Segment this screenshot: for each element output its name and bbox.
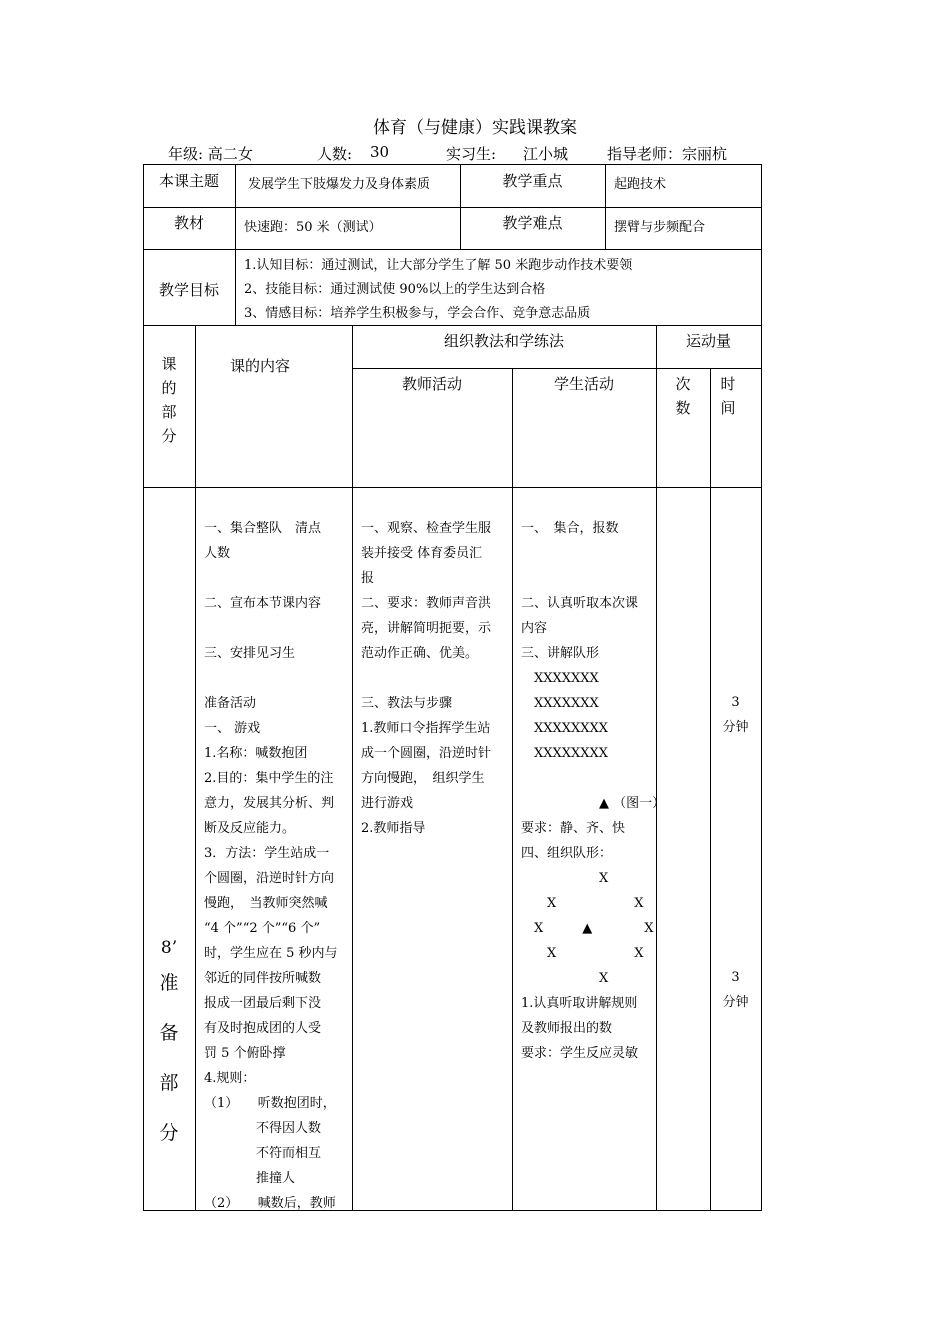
text-line: 范动作正确、优美。 xyxy=(361,646,479,661)
goal-item: 3、情感目标：培养学生积极参与，学会合作、竞争意志品质 xyxy=(244,306,591,321)
text-line: X xyxy=(521,971,609,986)
text-line: 要求：静、齐、快 xyxy=(521,821,626,836)
difficulty-label: 教学难点 xyxy=(502,214,563,232)
time-header: 时 间 xyxy=(720,375,736,417)
text-line xyxy=(521,541,665,566)
text-line xyxy=(204,616,338,641)
count-value: 30 xyxy=(370,143,390,161)
text-line xyxy=(204,666,338,691)
text-line: XXXXXXX xyxy=(521,696,599,711)
focus-label: 教学重点 xyxy=(502,172,563,190)
text-line: 2.教师指导 xyxy=(361,821,426,836)
text-line: X X xyxy=(521,946,644,961)
text-line xyxy=(361,666,491,691)
text-line: 报成一团最后剩下没 xyxy=(204,996,322,1011)
text-line: 1.教师口令指挥学生站 xyxy=(361,721,491,736)
part-header: 课 的 部 分 xyxy=(161,355,177,445)
text-line: 一、 集合，报数 xyxy=(521,521,619,536)
text-line: ▲ （图一） xyxy=(521,796,666,811)
intern-value: 江小城 xyxy=(523,145,569,163)
student-column xyxy=(521,516,665,1066)
text-line: 时，学生应在 5 秒内与 xyxy=(204,946,338,961)
time-entry-1: 3 分钟 xyxy=(722,695,749,735)
section-minutes: 8’ xyxy=(160,938,178,958)
text-line: “4 个”“2 个”“6 个” xyxy=(204,921,321,936)
text-line xyxy=(521,566,665,591)
count-label: 人数: xyxy=(317,145,353,163)
text-line xyxy=(204,566,338,591)
text-line: 邻近的同伴按所喊数 xyxy=(204,971,322,986)
load-header: 运动量 xyxy=(685,332,731,350)
text-line: 亮，讲解简明扼要，示 xyxy=(361,621,492,636)
goals-list xyxy=(244,254,632,326)
text-line: 成一个圆圈，沿逆时针 xyxy=(361,746,492,761)
times-header: 次 数 xyxy=(675,375,691,417)
text-line: 准备活动 xyxy=(204,696,257,711)
text-line: XXXXXXX xyxy=(521,671,599,686)
text-line: 一、 游戏 xyxy=(204,721,261,736)
text-line: 内容 xyxy=(521,621,548,636)
text-line: 个圆圈，沿逆时针方向 xyxy=(204,871,335,886)
advisor-label: 指导老师：宗丽杭 xyxy=(607,145,728,163)
text-line: 有及时抱成团的人受 xyxy=(204,1021,322,1036)
difficulty-value: 摆臂与步频配合 xyxy=(614,220,706,235)
text-line: 不符而相互 xyxy=(204,1146,322,1161)
goals-label: 教学目标 xyxy=(158,281,219,299)
text-line: 三、教法与步骤 xyxy=(361,696,453,711)
focus-value: 起跑技术 xyxy=(614,177,667,192)
material-label: 教材 xyxy=(173,214,204,232)
text-line: 1.名称：喊数抱团 xyxy=(204,746,308,761)
text-line: 二、宣布本节课内容 xyxy=(204,596,322,611)
text-line: XXXXXXXX xyxy=(521,746,609,761)
text-line xyxy=(521,766,665,791)
text-line: X X xyxy=(521,896,644,911)
text-line: 2.目的：集中学生的注 xyxy=(204,771,334,786)
time-entry-2: 3 分钟 xyxy=(722,970,749,1010)
text-line: XXXXXXXX xyxy=(521,721,609,736)
content-header: 课的内容 xyxy=(230,357,291,375)
student-header: 学生活动 xyxy=(553,375,614,393)
method-header: 组织教法和学练法 xyxy=(443,332,564,350)
text-line: （2） 喊数后，教师 xyxy=(204,1196,336,1211)
text-line: 要求：学生反应灵敏 xyxy=(521,1046,639,1061)
text-line: 装并接受 体育委员汇 xyxy=(361,546,483,561)
goal-item: 1.认知目标：通过测试，让大部分学生了解 50 米跑步动作技术要领 xyxy=(244,258,633,273)
text-line: 二、认真听取本次课 xyxy=(521,596,639,611)
text-line: 方向慢跑， 组织学生 xyxy=(361,771,485,786)
page-title: 体育（与健康）实践课教案 xyxy=(373,118,577,138)
teacher-header: 教师活动 xyxy=(401,375,462,393)
text-line: 4.规则： xyxy=(204,1071,256,1086)
grade-label: 年级: 高二女 xyxy=(168,145,253,163)
text-line: 报 xyxy=(361,571,375,586)
text-line: 不得因人数 xyxy=(204,1121,322,1136)
text-line: 三、安排见习生 xyxy=(204,646,296,661)
material-value: 快速跑：50 米（测试） xyxy=(244,220,382,235)
text-line: 三、讲解队形 xyxy=(521,646,600,661)
topic-value: 发展学生下肢爆发力及身体素质 xyxy=(248,177,431,192)
text-line: 意力，发展其分析、判 xyxy=(204,796,335,811)
text-line: 及教师报出的数 xyxy=(521,1021,613,1036)
text-line: 一、观察、检查学生服 xyxy=(361,521,492,536)
intern-label: 实习生: xyxy=(446,145,497,163)
text-line: 人数 xyxy=(204,546,231,561)
text-line: 推撞人 xyxy=(204,1171,296,1186)
section-name: 准 备 部 分 xyxy=(159,972,179,1144)
text-line: 1.认真听取讲解规则 xyxy=(521,996,638,1011)
text-line: （1） 听数抱团时， xyxy=(204,1096,336,1111)
text-line: 一、集合整队 清点 xyxy=(204,521,322,536)
teacher-column xyxy=(361,516,491,841)
text-line: 3．方法：学生站成一 xyxy=(204,846,330,861)
text-line: X xyxy=(521,871,609,886)
text-line: 二、要求：教师声音洪 xyxy=(361,596,492,611)
text-line: 四、组织队形： xyxy=(521,846,613,861)
text-line: 慢跑， 当教师突然喊 xyxy=(204,896,328,911)
goal-item: 2、技能目标：通过测试使 90%以上的学生达到合格 xyxy=(244,282,546,297)
text-line: 进行游戏 xyxy=(361,796,414,811)
content-column xyxy=(204,516,338,1216)
topic-label: 本课主题 xyxy=(158,172,219,190)
text-line: 罚 5 个俯卧撑 xyxy=(204,1046,286,1061)
text-line: 断及反应能力。 xyxy=(204,821,296,836)
text-line: X ▲ X xyxy=(521,921,654,936)
